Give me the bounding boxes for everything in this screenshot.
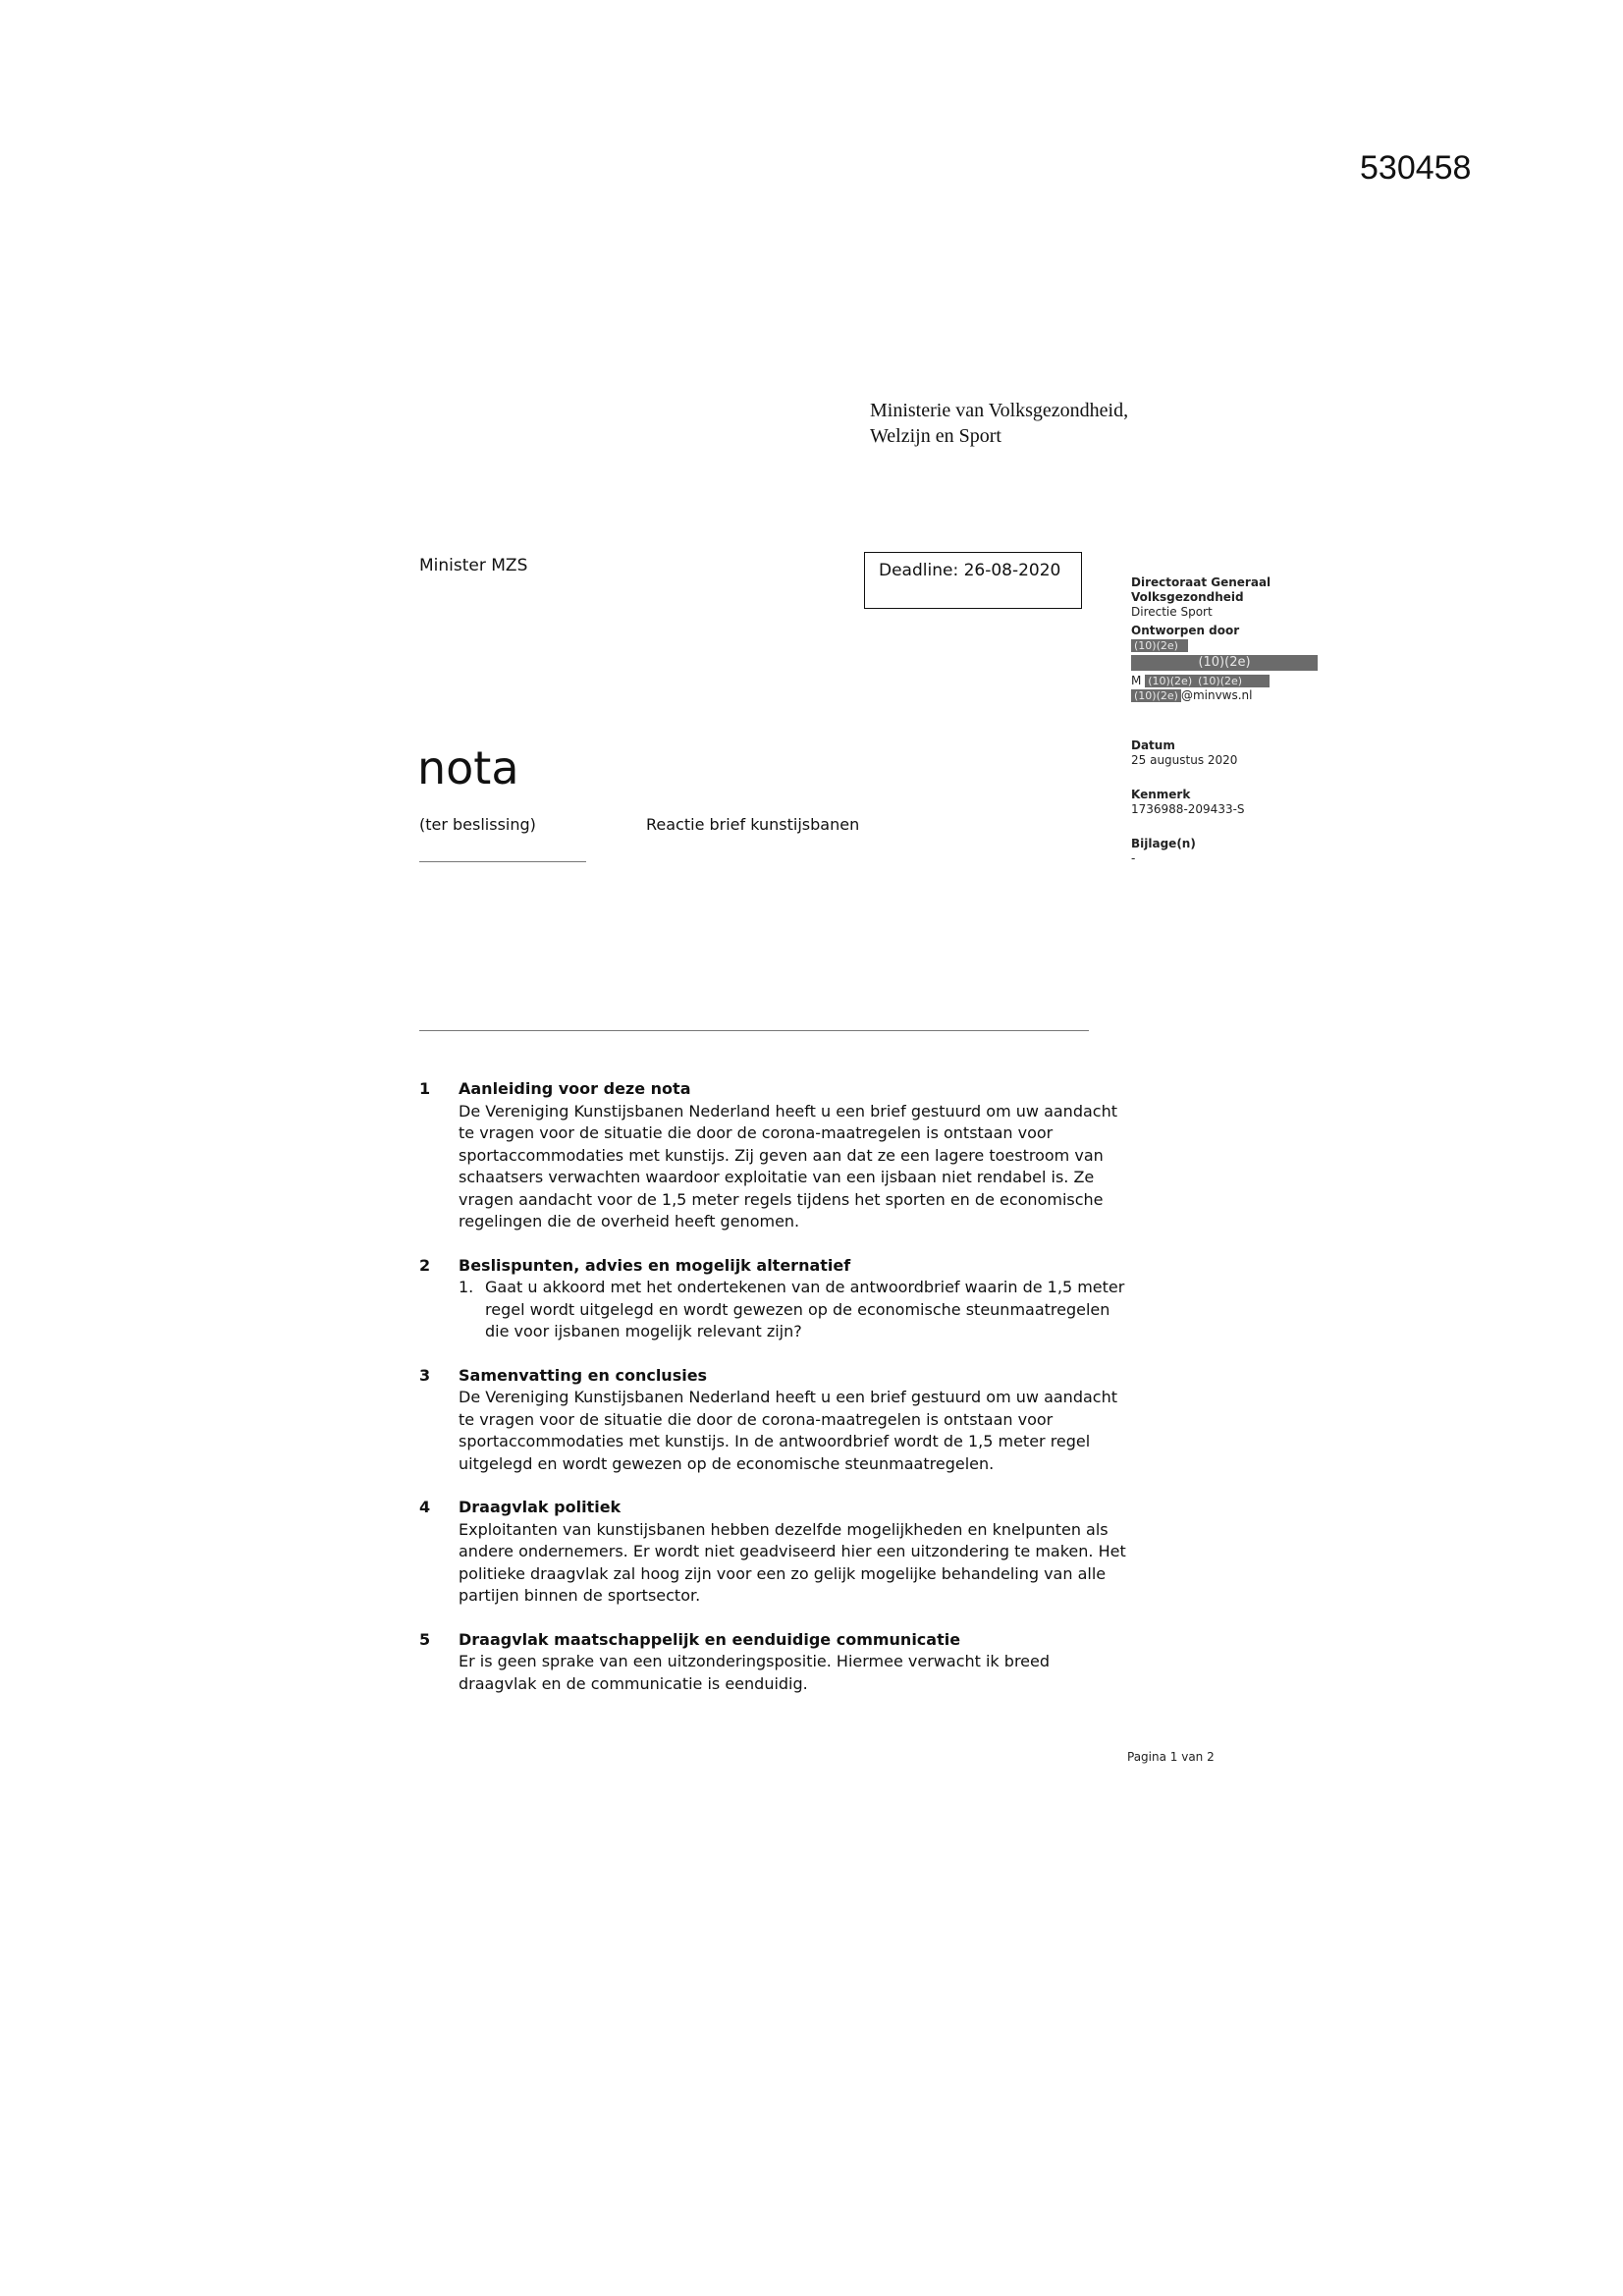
email-suffix: @minvws.nl <box>1180 688 1253 702</box>
redaction-block: (10)(2e) <box>1195 675 1270 687</box>
org-line-3: Directie Sport <box>1131 605 1213 619</box>
section-title: Aanleiding voor deze nota <box>459 1079 691 1098</box>
ministry-line-1: Ministerie van Volksgezondheid, <box>870 400 1129 421</box>
sidebar-metadata <box>1131 575 1347 880</box>
redaction-block: (10)(2e) <box>1131 689 1181 702</box>
section-title: Draagvlak maatschappelijk en eenduidige communicatie <box>459 1629 961 1649</box>
recipient: Minister MZS <box>419 556 528 575</box>
section-5 <box>419 1629 1126 1696</box>
list-item-text: Gaat u akkoord met het ondertekenen van de antwoordbrief waarin de 1,5 meter regel wordt uitgelegd en wordt gewezen op de economische steunmaatregelen die voor ijsbanen mogelijk relevant zijn? <box>485 1278 1125 1340</box>
section-text: De Vereniging Kunstijsbanen Nederland heeft u een brief gestuurd om uw aandacht te vragen voor de situatie die door de corona-maatregelen is ontstaan voor sportaccommodaties met kunstijs. In de antwoordbrief wordt de 1,5 meter regel uitgelegd en wordt gewezen op de economische steunmaatregelen. <box>459 1388 1117 1473</box>
designed-by-label: Ontworpen door <box>1131 624 1240 637</box>
reference-value: 1736988-209433-S <box>1131 802 1245 816</box>
mobile-prefix: M <box>1131 674 1142 687</box>
document-qualifier: (ter beslissing) <box>419 815 536 834</box>
date-label: Datum <box>1131 738 1175 752</box>
document-subject: Reactie brief kunstijsbanen <box>646 815 860 834</box>
section-2 <box>419 1255 1126 1343</box>
section-text: De Vereniging Kunstijsbanen Nederland heeft u een brief gestuurd om uw aandacht te vragen voor de situatie die door de corona-maatregelen is ontstaan voor sportaccommodaties met kunstijs. Zij geven aan dat ze een lagere toestroom van schaatsers verwachten waardoor exploitatie van een ijsbaan niet rendabel is. Ze vragen aandacht voor de 1,5 meter regels tijdens het sporten en de economische regelingen die de overheid heeft genomen. <box>459 1101 1117 1230</box>
section-title: Samenvatting en conclusies <box>459 1365 708 1385</box>
section-number: 2 <box>419 1255 431 1275</box>
section-4 <box>419 1497 1126 1608</box>
date-value: 25 augustus 2020 <box>1131 753 1238 767</box>
list-item-number: 1. <box>459 1278 474 1296</box>
redaction-block: (10)(2e) <box>1131 655 1318 671</box>
org-line-2: Volksgezondheid <box>1131 590 1244 604</box>
attachments-block <box>1131 837 1347 866</box>
date-block <box>1131 738 1347 768</box>
ministry-logo-text <box>870 398 1128 449</box>
section-title: Beslispunten, advies en mogelijk alternatief <box>459 1255 851 1275</box>
section-number: 3 <box>419 1365 431 1385</box>
reference-block <box>1131 788 1347 817</box>
section-number: 1 <box>419 1079 431 1098</box>
divider <box>419 1030 1089 1031</box>
section-3 <box>419 1365 1126 1476</box>
section-number: 5 <box>419 1629 431 1649</box>
organization-block <box>1131 575 1347 703</box>
document-id: 530458 <box>1360 149 1472 187</box>
attachments-label: Bijlage(n) <box>1131 837 1196 850</box>
redaction-block: (10)(2e) <box>1131 639 1188 652</box>
page-number: Pagina 1 van 2 <box>1127 1750 1215 1764</box>
section-text: Er is geen sprake van een uitzonderingspositie. Hiermee verwacht ik breed draagvlak en de communicatie is eenduidig. <box>459 1652 1051 1693</box>
ministry-line-2: Welzijn en Sport <box>870 425 1001 447</box>
redaction-block: (10)(2e) <box>1145 675 1195 687</box>
org-line-1: Directoraat Generaal <box>1131 575 1271 589</box>
document-title: nota <box>417 741 519 794</box>
section-text: Exploitanten van kunstijsbanen hebben dezelfde mogelijkheden en knelpunten als andere ondernemers. Er wordt niet geadviseerd hier een uitzondering te maken. Het politieke draagvlak zal hoog zijn voor een zo gelijk mogelijke behandeling van alle partijen binnen de sportsector. <box>459 1519 1126 1605</box>
divider <box>419 861 586 862</box>
attachments-value: - <box>1131 851 1136 865</box>
section-1 <box>419 1078 1126 1233</box>
sections <box>419 1078 1126 1717</box>
list-item <box>459 1277 1126 1343</box>
reference-label: Kenmerk <box>1131 788 1191 801</box>
section-number: 4 <box>419 1498 431 1516</box>
section-title: Draagvlak politiek <box>459 1498 622 1516</box>
deadline-box: Deadline: 26-08-2020 <box>864 552 1082 609</box>
